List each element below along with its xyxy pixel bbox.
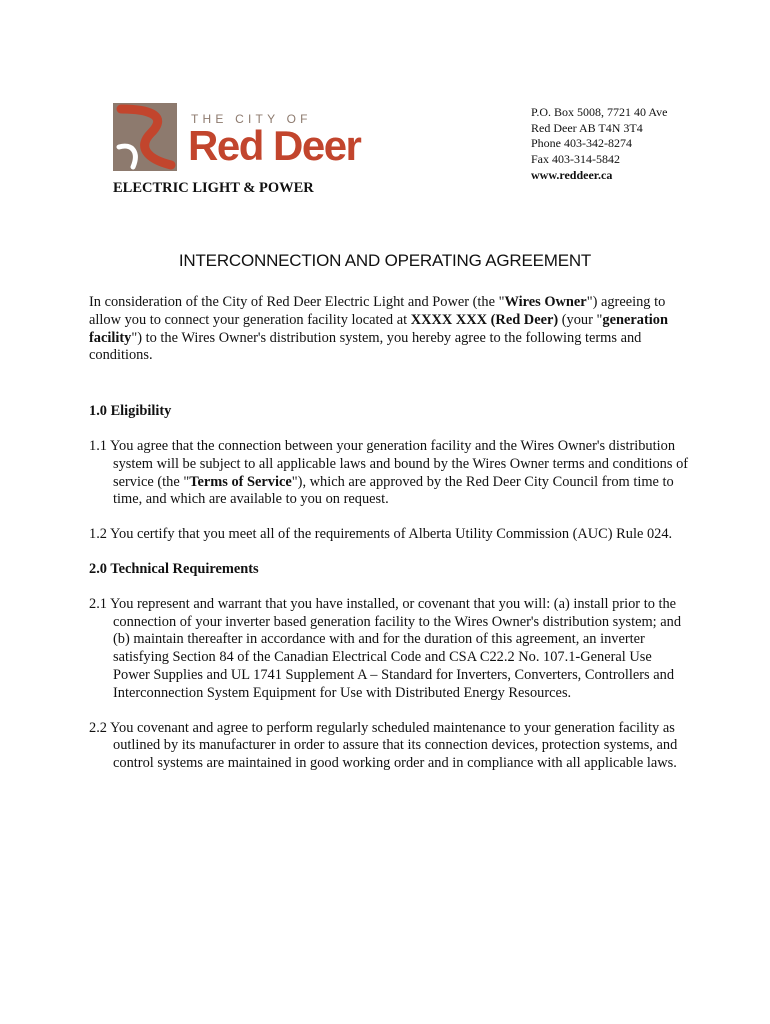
intro-bold-wires-owner: Wires Owner	[504, 294, 587, 310]
document-body	[89, 294, 689, 773]
logo-tagline: THE CITY OF	[191, 112, 312, 126]
section-heading-eligibility: 1.0 Eligibility	[89, 403, 172, 420]
fax-number: Fax 403-314-5842	[531, 152, 620, 167]
logo-wordmark: Red Deer	[188, 122, 361, 169]
address-line-1: P.O. Box 5008, 7721 40 Ave	[531, 105, 668, 119]
city-logo	[113, 103, 403, 173]
phone-number: Phone 403-342-8274	[531, 136, 632, 151]
clause-2-1: 2.1 You represent and warrant that you have installed, or covenant that you will: (a) install prior to the connection of your inverter based generation facility to the Wires Owner's distribution system; and (b) maintain thereafter in accordance with and for the duration of this agreement, an inverter satisfying Section 84 of the Canadian Electrical Code and CSA C22.2 No. 107.1-General Use Power Supplies and UL 1741 Supplement A – Standard for Inverters, Converters, Controllers and Interconnection System Equipment for Use with Distributed Energy Resources.	[89, 595, 682, 701]
intro-bold-generation-facility: generation facility	[89, 311, 668, 346]
red-deer-logo-mark-icon	[113, 103, 177, 171]
clause-1-2: 1.2 You certify that you meet all of the requirements of Alberta Utility Commission (AUC) Rule 024.	[89, 526, 673, 543]
clause-1-1-text-1: 1.1 You agree that the connection between your generation facility and the Wires Owner's distribution system will be subject to all applicable laws and bound by the Wires Owner terms and conditions of service (the "	[89, 437, 689, 490]
intro-paragraph	[89, 294, 689, 365]
website-link[interactable]: www.reddeer.ca	[531, 167, 613, 182]
intro-text-1: In consideration of the City of Red Deer Electric Light and Power (the "	[89, 294, 505, 310]
section-heading-technical: 2.0 Technical Requirements	[89, 560, 259, 577]
intro-text-4: ") to the Wires Owner's distribution system, you hereby agree to the following terms and conditions.	[89, 329, 642, 364]
intro-bold-location: XXXX XXX (Red Deer)	[410, 311, 559, 328]
intro-text-3: (your "	[558, 311, 603, 328]
address-block	[531, 105, 667, 184]
intro-text-2: ") agreeing to allow you to connect your generation facility located at	[89, 294, 666, 328]
department-name: ELECTRIC LIGHT & POWER	[113, 180, 314, 196]
clause-2-2: 2.2 You covenant and agree to perform regularly scheduled maintenance to your generation facility as outlined by its manufacturer in order to assure that its connection devices, protection systems, and control systems are maintained in good working order and in compliance with all applicable laws.	[89, 719, 678, 772]
address-line-2: Red Deer AB T4N 3T4	[531, 120, 643, 135]
document-title: INTERCONNECTION AND OPERATING AGREEMENT	[178, 251, 592, 270]
clause-1-1-text-2: "), which are approved by the Red Deer City Council from time to time, and which are available to you on request.	[113, 473, 674, 508]
clause-1-1	[89, 438, 689, 509]
clause-1-1-bold-terms: Terms of Service	[189, 473, 292, 490]
